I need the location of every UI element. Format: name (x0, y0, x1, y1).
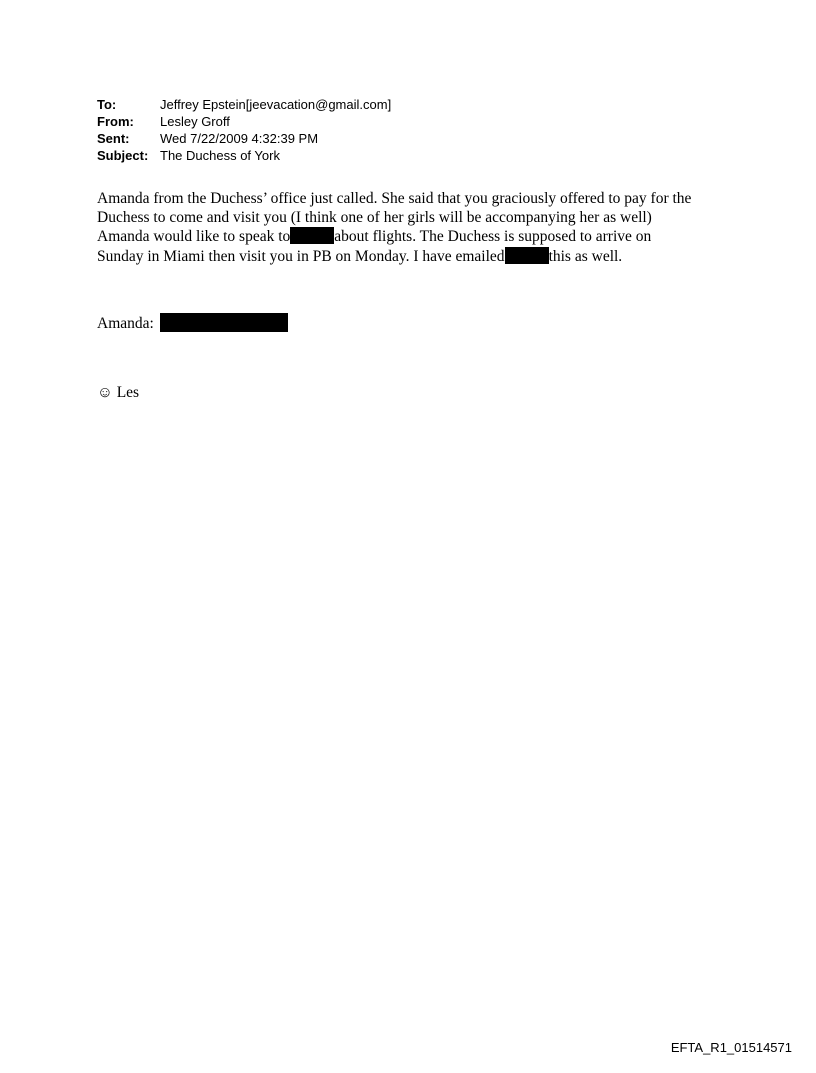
sent-value: Wed 7/22/2009 4:32:39 PM (160, 131, 319, 146)
document-id: EFTA_R1_01514571 (670, 1040, 792, 1055)
body-line-3-end: about flights. The Duchess is supposed to arrive on (334, 228, 652, 245)
subject-row (97, 147, 391, 164)
email-body (97, 190, 737, 266)
to-value: Jeffrey Epstein[jeevacation@gmail.com] (160, 97, 392, 112)
sent-label: Sent: (97, 131, 130, 146)
body-line-1: Amanda from the Duchess’ office just called. She said that you graciously offered to pay for the (97, 190, 692, 207)
body-line-3 (97, 227, 737, 247)
signoff: ☺ Les (97, 384, 140, 401)
from-row (97, 113, 391, 130)
email-header (97, 96, 391, 164)
contact-line (97, 313, 288, 333)
body-line-2: Duchess to come and visit you (I think one of her girls will be accompanying her as well) (97, 208, 652, 226)
body-line-4-end: this as well. (548, 247, 623, 265)
body-line-4-start: Sunday in Miami then visit you in PB on Monday. I have emailed (97, 247, 505, 265)
redaction-box (505, 247, 549, 264)
subject-value: The Duchess of York (160, 148, 280, 163)
to-row (97, 96, 391, 113)
body-line-3-start: Amanda would like to speak to (97, 228, 291, 245)
from-label: From: (97, 114, 134, 129)
body-line-4 (97, 247, 737, 267)
redaction-box (290, 227, 334, 244)
to-label: To: (97, 97, 117, 112)
subject-label: Subject: (97, 148, 149, 163)
redaction-box (160, 313, 288, 332)
contact-label: Amanda: (97, 315, 154, 332)
sent-row (97, 130, 391, 147)
from-value: Lesley Groff (160, 114, 230, 129)
